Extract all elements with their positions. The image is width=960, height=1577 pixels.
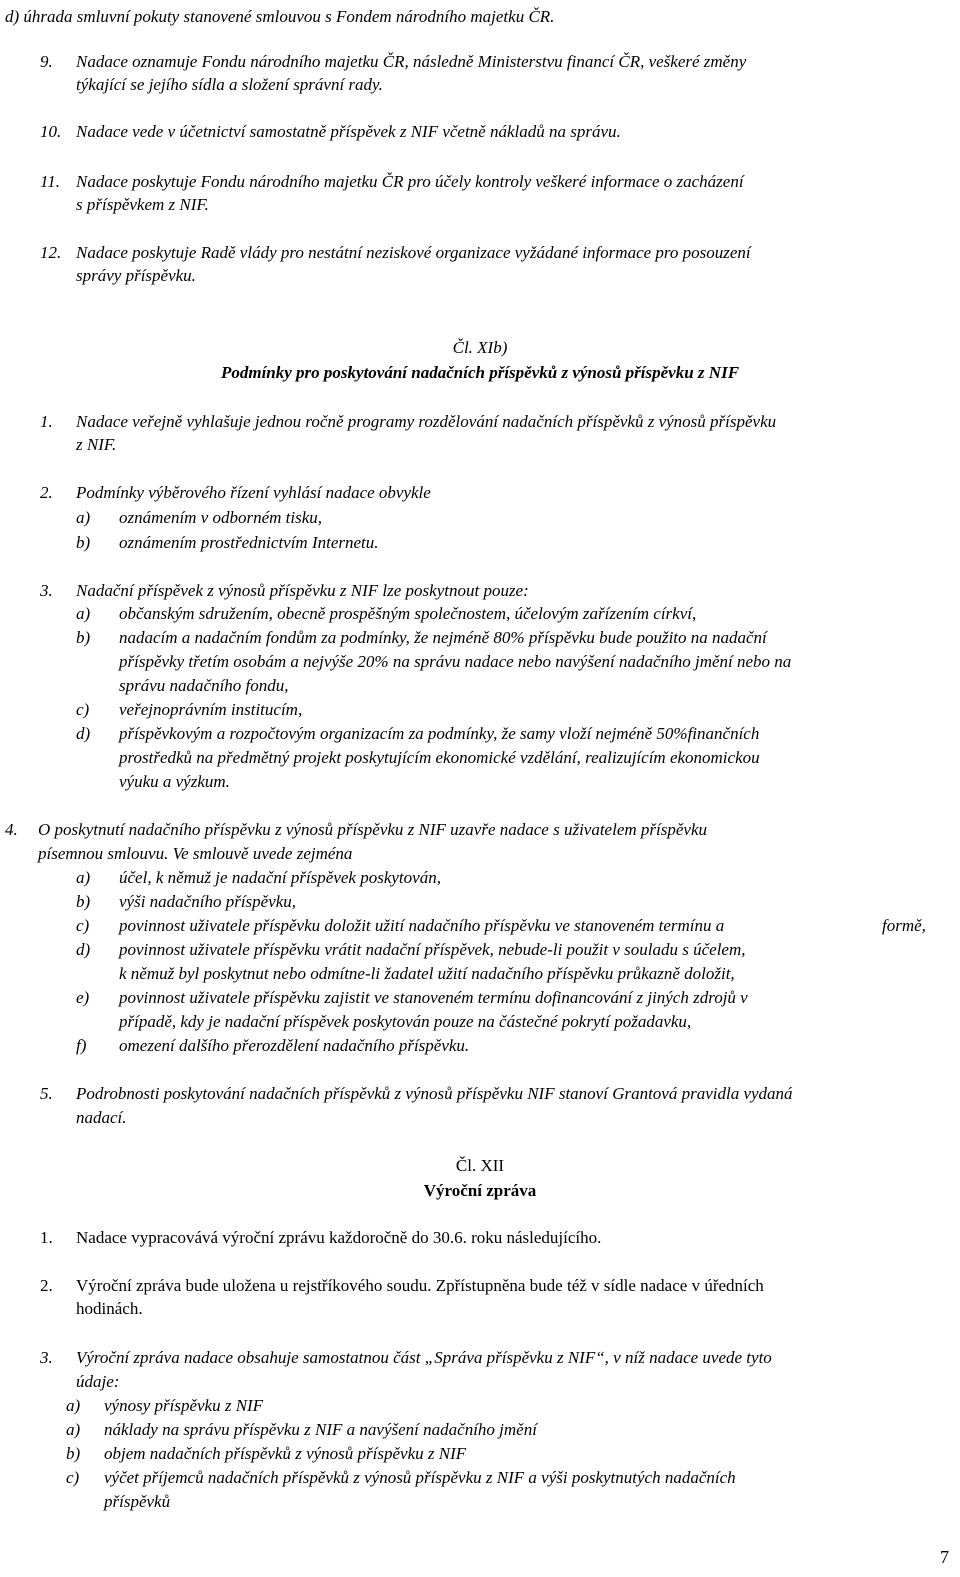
para-11-number: 11. xyxy=(40,172,60,191)
xib-para-2-item-b: oznámením prostřednictvím Internetu. xyxy=(119,533,379,552)
xib-para-3-item-d-line3: výuku a výzkum. xyxy=(119,772,230,791)
article-xii-heading: Čl. XII xyxy=(455,1156,505,1175)
xib-para-5-number: 5. xyxy=(40,1084,53,1103)
xii-para-3-number: 3. xyxy=(40,1348,53,1367)
xii-para-2-number: 2. xyxy=(40,1276,53,1295)
xib-para-3-item-d-marker: d) xyxy=(76,724,91,743)
xib-para-4-number: 4. xyxy=(5,820,18,839)
xib-para-4-item-d-line1: povinnost uživatele příspěvku vrátit nadační příspěvek, nebude-li použit v souladu s účelem, xyxy=(119,940,746,959)
xii-para-3-item-c-marker: c) xyxy=(66,1468,80,1487)
xii-para-3-line1: Výroční zpráva nadace obsahuje samostatnou část „Správa příspěvku z NIF“, v níž nadace uvede tyto xyxy=(76,1348,772,1367)
xib-para-4-item-a-marker: a) xyxy=(76,868,91,887)
xib-para-2-item-a-marker: a) xyxy=(76,508,91,527)
xii-para-3-item-b-marker: b) xyxy=(66,1444,81,1463)
xib-para-4-item-b: výši nadačního příspěvku, xyxy=(119,892,297,911)
item-d-continuation: d) úhrada smluvní pokuty stanovené smlouvou s Fondem národního majetku ČR. xyxy=(5,7,555,26)
xii-para-3-item-a1-marker: a) xyxy=(66,1396,81,1415)
xib-para-3-item-d-line2: prostředků na předmětný projekt poskytujícím ekonomické vzdělání, realizujícím ekonomickou xyxy=(119,748,760,767)
xib-para-3-item-b-marker: b) xyxy=(76,628,91,647)
xib-para-4-item-e-line1: povinnost uživatele příspěvku zajistit ve stanoveném termínu dofinancování z jiných zdrojů v xyxy=(119,988,748,1007)
para-11-line2: s příspěvkem z NIF. xyxy=(76,195,209,214)
xib-para-4-item-d-line2: k němuž byl poskytnut nebo odmítne-li žadatel užití nadačního příspěvku průkazně doložit, xyxy=(119,964,735,983)
para-9-number: 9. xyxy=(40,52,53,71)
xib-para-1-number: 1. xyxy=(40,412,53,431)
xib-para-4-item-f: omezení dalšího přerozdělení nadačního příspěvku. xyxy=(119,1036,470,1055)
xib-para-4-item-c-marker: c) xyxy=(76,916,90,935)
xib-para-4-item-a: účel, k němuž je nadační příspěvek poskytován, xyxy=(119,868,441,887)
para-11-line1: Nadace poskytuje Fondu národního majetku ČR pro účely kontroly veškeré informace o zacházení xyxy=(76,172,744,191)
xii-para-3-item-a2: náklady na správu příspěvku z NIF a navýšení nadačního jmění xyxy=(104,1420,537,1439)
xii-para-3-item-a2-marker: a) xyxy=(66,1420,81,1439)
xib-para-4-item-c-text: povinnost uživatele příspěvku doložit užití nadačního příspěvku ve stanoveném termínu a xyxy=(119,916,725,935)
xii-para-3-item-c-line2: příspěvků xyxy=(104,1492,171,1511)
xib-para-3-item-d-line1: příspěvkovým a rozpočtovým organizacím za podmínky, že samy vloží nejméně 50%finančních xyxy=(119,724,760,743)
para-12-number: 12. xyxy=(40,243,62,262)
xii-para-3-item-b: objem nadačních příspěvků z výnosů příspěvku z NIF xyxy=(104,1444,467,1463)
para-9-line2: týkající se jejího sídla a složení správní rady. xyxy=(76,75,383,94)
xib-para-4-item-e-line2: případě, kdy je nadační příspěvek poskytován pouze na částečné pokrytí požadavku, xyxy=(119,1012,692,1031)
article-xib-title: Podmínky pro poskytování nadačních příspěvků z výnosů příspěvku z NIF xyxy=(220,363,740,382)
xii-para-3-item-c-line1: výčet příjemců nadačních příspěvků z výnosů příspěvku z NIF a výši poskytnutých nadačních xyxy=(104,1468,736,1487)
xib-para-1-line1: Nadace veřejně vyhlašuje jednou ročně programy rozdělování nadačních příspěvků z výnosů příspěvku xyxy=(76,412,777,431)
xib-para-4-line2: písemnou smlouvu. Ve smlouvě uvede zejména xyxy=(38,844,353,863)
xib-para-4-item-b-marker: b) xyxy=(76,892,91,911)
xib-para-2-line1: Podmínky výběrového řízení vyhlásí nadace obvykle xyxy=(76,483,431,502)
para-9-line1: Nadace oznamuje Fondu národního majetku ČR, následně Ministerstvu financí ČR, veškeré změny xyxy=(76,52,747,71)
xib-para-3-item-b-line1: nadacím a nadačním fondům za podmínky, že nejméně 80% příspěvku bude použito na nadační xyxy=(119,628,767,647)
article-xib-heading: Čl. XIb) xyxy=(452,338,508,357)
xib-para-2-item-a: oznámením v odborném tisku, xyxy=(119,508,323,527)
xib-para-4-item-d-marker: d) xyxy=(76,940,91,959)
xib-para-3-item-a: občanským sdružením, obecně prospěšným společnostem, účelovým zařízením církví, xyxy=(119,604,697,623)
para-10-line1: Nadace vede v účetnictví samostatně příspěvek z NIF včetně nákladů na správu. xyxy=(76,122,621,141)
xib-para-4-item-f-marker: f) xyxy=(76,1036,87,1055)
xib-para-5-line1: Podrobnosti poskytování nadačních příspěvků z výnosů příspěvku NIF stanoví Grantová pravidla vydaná xyxy=(76,1084,793,1103)
xib-para-3-item-b-line3: správu nadačního fondu, xyxy=(119,676,289,695)
xib-para-5-line2: nadací. xyxy=(76,1108,127,1127)
xib-para-3-item-b-line2: příspěvky třetím osobám a nejvýše 20% na správu nadace nebo navýšení nadačního jmění nebo na xyxy=(119,652,792,671)
xib-para-3-item-c-marker: c) xyxy=(76,700,90,719)
xib-para-3-number: 3. xyxy=(40,581,53,600)
xii-para-3-item-a1: výnosy příspěvku z NIF xyxy=(104,1396,264,1415)
para-12-line1: Nadace poskytuje Radě vlády pro nestátní neziskové organizace vyžádané informace pro posouzení xyxy=(76,243,751,262)
xib-para-3-item-a-marker: a) xyxy=(76,604,91,623)
xib-para-3-line1: Nadační příspěvek z výnosů příspěvku z NIF lze poskytnout pouze: xyxy=(76,581,529,600)
xii-para-1-line1: Nadace vypracovává výroční zprávu každoročně do 30.6. roku následujícího. xyxy=(76,1228,602,1247)
page-number: 7 xyxy=(940,1547,949,1567)
xib-para-4-item-e-marker: e) xyxy=(76,988,90,1007)
xii-para-2-line2: hodinách. xyxy=(76,1299,143,1318)
para-12-line2: správy příspěvku. xyxy=(76,266,196,285)
xib-para-1-line2: z NIF. xyxy=(76,435,117,454)
para-10-number: 10. xyxy=(40,122,62,141)
xii-para-3-line2: údaje: xyxy=(76,1372,120,1391)
article-xii-title: Výroční zpráva xyxy=(423,1181,537,1200)
xib-para-4-item-c-end: formě, xyxy=(882,916,926,935)
xib-para-4-line1: O poskytnutí nadačního příspěvku z výnosů příspěvku z NIF uzavře nadace s uživatelem příspěvku xyxy=(38,820,707,839)
xii-para-1-number: 1. xyxy=(40,1228,53,1247)
xii-para-2-line1: Výroční zpráva bude uložena u rejstříkového soudu. Zpřístupněna bude též v sídle nadace v úředních xyxy=(76,1276,764,1295)
xib-para-2-number: 2. xyxy=(40,483,53,502)
xib-para-3-item-c: veřejnoprávním institucím, xyxy=(119,700,303,719)
xib-para-2-item-b-marker: b) xyxy=(76,533,91,552)
